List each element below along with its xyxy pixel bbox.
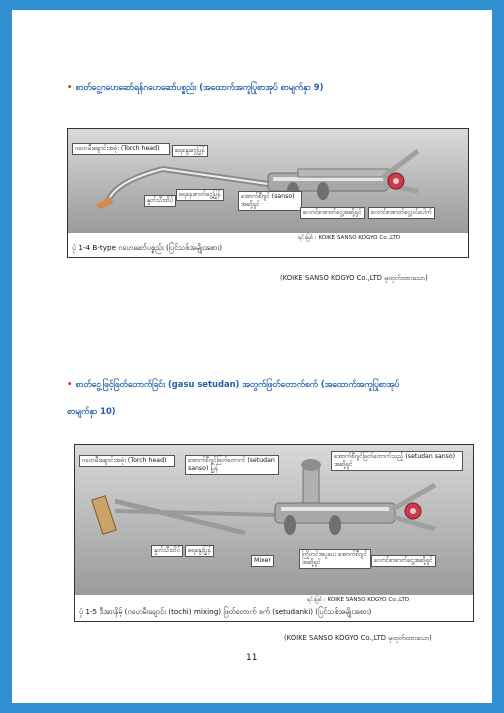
figure-1-caption: ပုံ 1-4 B-type ဂဟေဆော်ပစ္စည်း (ပြင်သစ်အမျိုးအစား) (72, 243, 223, 252)
figure-2 (74, 444, 474, 622)
label-preheat-oxygen-valve: ကြိုတင်အပူပေး အောက်စီဂျင်အဆို့ရှင် (299, 549, 371, 569)
section2-heading-line2: စာမျက်နှာ 10) (67, 406, 116, 416)
label-tip: နှုတ်သီးထိပ် (144, 195, 176, 207)
page-number: 11 (246, 653, 258, 663)
label-gas-pipe: ရေနေးစာတ်ငွေ့ပြွန် (176, 189, 224, 201)
label-fire-pipe: ရေနွေးပြွန် (185, 545, 214, 557)
page (12, 10, 492, 703)
label-tip-2: နှုတ်သီးထိပ် (151, 545, 183, 557)
bullet-icon: • (67, 379, 73, 389)
figure-2-source: ရင်းမြစ် : KOIKE SANSO KOGYO Co.,LTD (307, 597, 410, 603)
figure-2-credit: (KOIKE SANSO KOGYO Co.,LTD မှထုတ်ထားသော) (284, 634, 432, 642)
figure-1-credit: (KOIKE SANSO KOGYO Co.,LTD မှထုတ်ထားသော) (280, 274, 428, 282)
label-torch-head-2: ဂဟေမီးချောင်းအဖုံး (Torch head) (79, 455, 175, 467)
section2-heading-text: စာတ်ငွေ့ဖြင့်ဖြတ်တောက်ခြင်း (gasu setudan) အတွက်ဖြတ်တောက်စက် (အထောက်အကူပြုစာအုပ် (75, 379, 400, 389)
label-fuel-valve: လောင်စာစာတ်ငွေ့အဆို့ရှင် (300, 207, 365, 219)
label-fuel-valve-2: လောင်စာစာတ်ငွေ့အဆို့ရှင် (371, 555, 436, 567)
label-fire-nozzle: ရေနွေးဗွေပြွန် (172, 145, 208, 157)
label-torch-head: ဂဟေမီးချောင်းအဖုံး (Torch head) (72, 143, 170, 155)
label-fuel-hose: လောင်စာစာတ်ငွေ့ပင်ပေါက် (368, 207, 435, 219)
figure-1 (67, 128, 469, 258)
section1-heading-text: စာတ်ငွေ့ဂဟေဆော်ရန်ဂဟေဆော်ပစ္စည်း (အထောက်အကူပြုစာအုပ် စာမျက်နှာ 9) (75, 82, 324, 92)
section1-heading (67, 80, 467, 94)
label-cut-oxygen-valve: အောက်စီဂျင်ဖြတ်တောက်သည့် (setudan sanso) အဆို့ရှင် (331, 451, 463, 471)
label-mixer: Mixer (251, 555, 274, 567)
section2-heading-line1 (67, 377, 467, 391)
bullet-icon: • (67, 82, 73, 92)
label-oxygen-valve: အောက်စီဂျင် (sanso) အဆို့ရှင် (238, 191, 302, 211)
label-cut-oxygen-pipe: အောက်စီဂျင်ဖြတ်တောက် (setudan sanso) ပြွန် (185, 455, 279, 475)
figure-2-caption: ပုံ 1-5 ဒီအားနိမ့် (ဂဟေမီးချောင်း (tochi) mixing) ဖြတ်တောက် စက် (setudanki) (ပြင်သစ်အမျိုးအစား) (79, 607, 372, 616)
figure-1-source: ရင်းမြစ် : KOIKE SANSO KOGYO Co.,LTD (298, 235, 401, 241)
